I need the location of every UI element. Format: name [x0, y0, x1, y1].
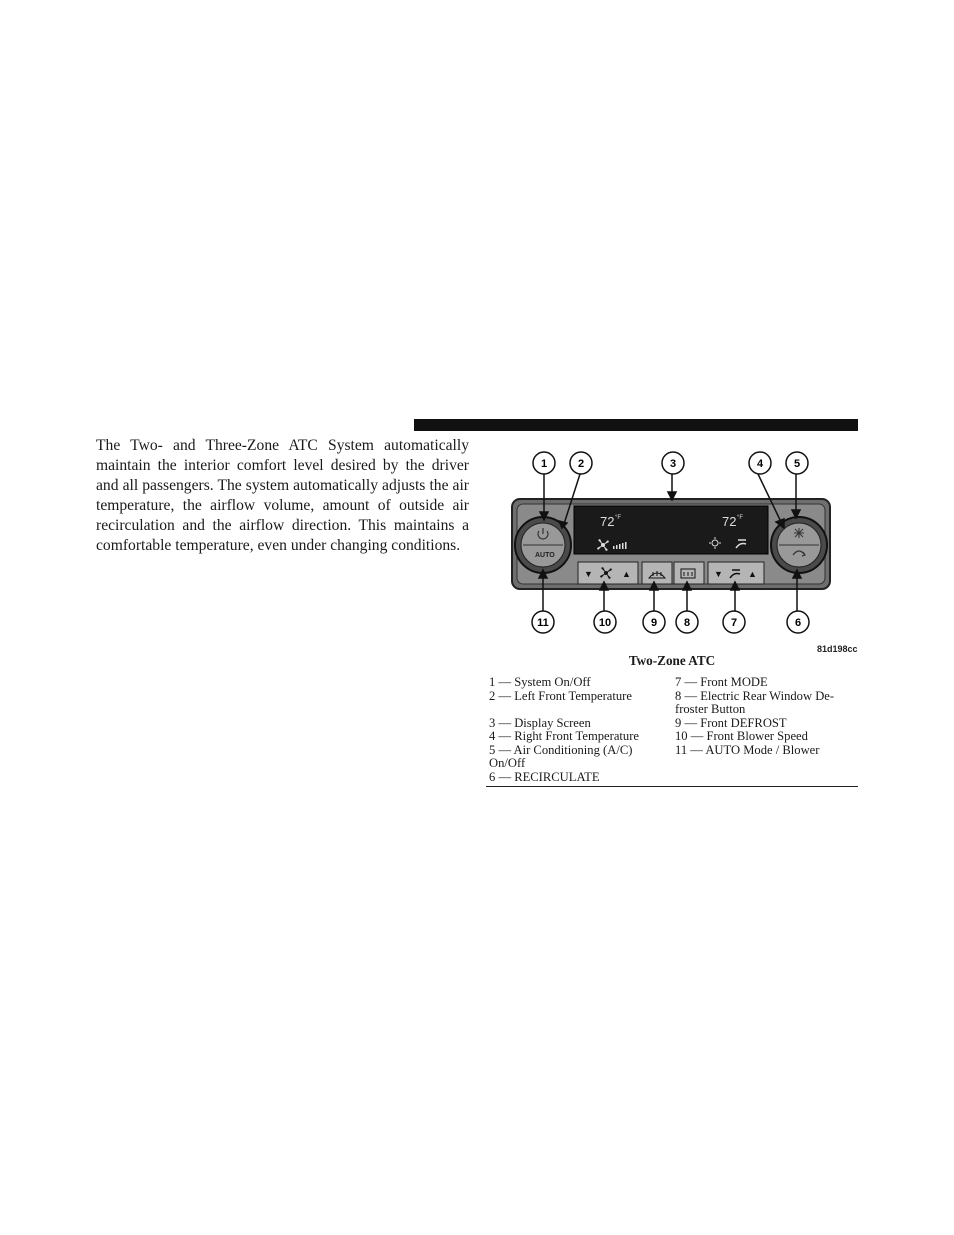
callout-bottom-7 — [723, 611, 745, 633]
svg-text:10: 10 — [598, 617, 612, 629]
callout-top-5 — [786, 452, 808, 474]
blower-down-arrow-icon[interactable]: ▼ — [584, 569, 593, 579]
legend-item: 9 — Front DEFROST — [675, 715, 787, 730]
svg-text:7: 7 — [730, 617, 738, 629]
display-left-temp: 72 — [600, 514, 615, 529]
callout-bottom-8 — [676, 611, 698, 633]
callout-bottom-9 — [643, 611, 665, 633]
svg-text:6: 6 — [794, 617, 802, 629]
callout-bottom-11 — [532, 611, 554, 633]
legend-item: 7 — Front MODE — [675, 675, 768, 689]
legend-item: 4 — Right Front Temperature — [489, 729, 639, 743]
callout-top-4 — [749, 452, 771, 474]
legend-right-column — [675, 676, 858, 757]
rear-defroster-button[interactable] — [674, 562, 704, 584]
callout-bottom-6 — [787, 611, 809, 633]
legend-left-column — [489, 676, 665, 784]
legend-item: 6 — RECIRCULATE — [489, 769, 600, 784]
svg-text:2: 2 — [577, 458, 585, 470]
legend-item: 2 — Left Front Temperature — [489, 688, 632, 703]
body-paragraph: The Two- and Three-Zone ATC System automatically maintain the interior comfort level desired by the driver and all passengers. The system automatically adjusts the air temperature, the airflow volume, amount of outside air recirculation and the airflow direction. This maintains a comfortable temperature, even under changing conditions. — [96, 437, 469, 554]
mode-up-arrow-icon[interactable]: ▲ — [748, 569, 757, 579]
legend-bottom-rule — [486, 786, 858, 787]
legend-item: 8 — Electric Rear Window De-froster Button — [675, 688, 835, 716]
legend-item: 1 — System On/Off — [489, 675, 591, 689]
ac-snowflake-icon[interactable] — [794, 528, 804, 538]
legend-item: 10 — Front Blower Speed — [675, 729, 808, 743]
display-left-unit: °F — [615, 515, 622, 521]
section-header-bar — [414, 419, 858, 431]
legend-item: 11 — AUTO Mode / Blower — [675, 742, 820, 757]
legend-item: 3 — Display Screen — [489, 715, 591, 730]
atc-control-illustration — [486, 444, 858, 659]
display-right-temp: 72 — [722, 514, 737, 529]
figure-code: 81d198cc — [817, 644, 858, 654]
callout-bottom-10 — [594, 611, 616, 633]
legend-item: 5 — Air Conditioning (A/C) On/Off — [489, 742, 633, 770]
svg-text:5: 5 — [793, 458, 801, 470]
figure-caption: Two-Zone ATC — [628, 653, 716, 668]
atc-control-figure — [486, 444, 858, 659]
blower-up-arrow-icon[interactable]: ▲ — [622, 569, 631, 579]
callout-top-1 — [533, 452, 555, 474]
svg-text:3: 3 — [669, 458, 677, 470]
display-right-unit: °F — [737, 515, 744, 521]
svg-text:11: 11 — [537, 617, 549, 629]
svg-text:9: 9 — [650, 617, 658, 629]
svg-text:1: 1 — [540, 458, 548, 470]
callout-top-3 — [662, 452, 684, 474]
svg-text:8: 8 — [683, 617, 691, 629]
callout-top-2 — [570, 452, 592, 474]
svg-text:4: 4 — [756, 458, 764, 470]
mode-down-arrow-icon[interactable]: ▼ — [714, 569, 723, 579]
auto-button-label[interactable]: AUTO — [535, 552, 555, 559]
